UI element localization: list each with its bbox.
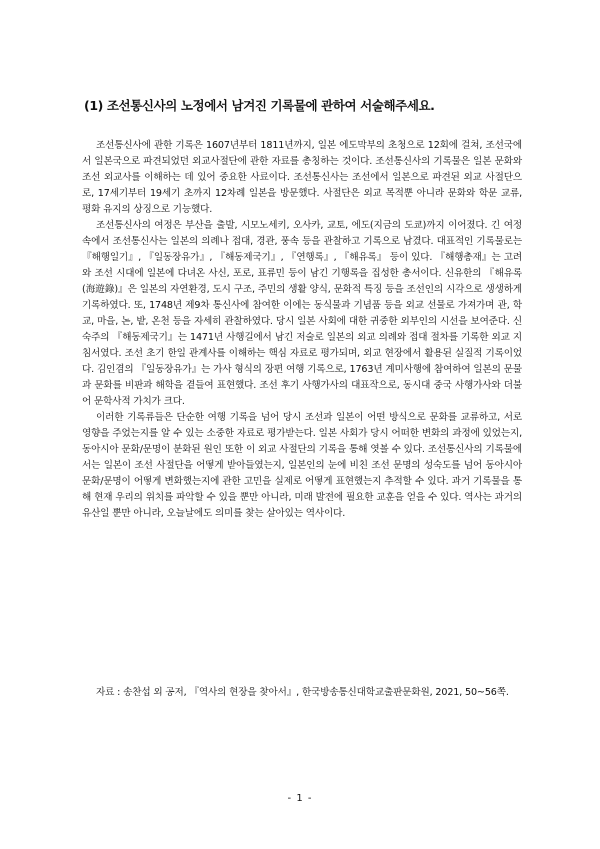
paragraph-records: 조선통신사의 여정은 부산을 출발, 시모노세키, 오사카, 교토, 에도(지금의 도쿄)까지 이어졌다. 긴 여정 속에서 조선통신사는 일본의 의례나 접대, 경관, 풍속 등을 관찰하고 기록으로 남겼다. 대표적인 기록물로는 『해행일기』, 『일동장유가』, 『해동제국기』, 『연행록』, 『해유록』 등이 있다. 『해행총재』는 고려와 조선 시대에 일본에 다녀온 사신, 포로, 표류민 등이 남긴 기행록을 집성한 총서이다. 신유한의 『해유록(海遊錄)』은 일본의 자연환경, 도시 구조, 주민의 생활 양식, 문화적 특징 등을 조선인의 시각으로 생생하게 기록하였다. 또, 1748년 제9차 통신사에 참여한 이에는 동식물과 기념품 등을 외교 선물로 가져가며 관, 학교, 마을, 논, 밭, 온천 등을 자세히 관찰하였다. 당시 일본 사회에 대한 귀중한 외부인의 시선을 보여준다. 신숙주의 『해동제국기』는 1471년 사행길에서 남긴 저술로 일본의 외교 의례와 접대 절차를 기록한 외교 지침서였다. 조선 초기 한일 관계사를 이해하는 핵심 자료로 평가되며, 외교 현장에서 활용된 실질적 기록이었다. 김인겸의 『일동장유가』는 가사 형식의 장편 여행 기록으로, 1763년 계미사행에 참여하여 일본의 문물과 문화를 비판과 해학을 곁들여 표현했다. 조선 후기 사행가사의 대표작으로, 동시대 중국 사행가사와 더불어 문학사적 가치가 크다. — [82, 220, 522, 407]
paragraph-significance: 이러한 기록류들은 단순한 여행 기록을 넘어 당시 조선과 일본이 어떤 방식으로 문화를 교류하고, 서로 영향을 주었는지를 알 수 있는 소중한 자료로 평가받는다. 일본 사회가 당시 어떠한 변화의 과정에 있었는지, 동아시아 문화/문명이 분화된 원인 또한 이 외교 사절단의 기록을 통해 엿볼 수 있다. 조선통신사의 기록물에서는 일본이 조선 사절단을 어떻게 받아들였는지, 일본인의 눈에 비친 조선 문명의 성숙도를 넘어 동아시아 문화/문명이 어떻게 변화했는지에 관한 고민을 실제로 어떻게 표현했는지 추적할 수 있다. 과거 기록물을 통해 현재 우리의 위치를 파악할 수 있을 뿐만 아니라, 미래 발전에 필요한 교훈을 얻을 수 있다. 역사는 과거의 유산일 뿐만 아니라, 오늘날에도 의미를 찾는 살아있는 역사이다. — [82, 412, 522, 519]
paragraph-intro: 조선통신사에 관한 기록은 1607년부터 1811년까지, 일본 에도막부의 초청으로 12회에 걸쳐, 조선국에서 일본국으로 파견되었던 외교사절단에 관한 자료를 총칭하는 것이다. 조선통신사의 기록물은 일본 문화와 조선 외교사를 이해하는 데 있어 중요한 사료이다. 조선통신사는 조선에서 일본으로 파견된 외교 사절단으로, 17세기부터 19세기 초까지 12차례 일본을 방문했다. 사절단은 외교 목적뿐 아니라 문화와 학문 교류, 평화 유지의 상징으로 기능했다. — [82, 140, 522, 215]
source-citation: 자료 : 송찬섭 외 공저, 『역사의 현장을 찾아서』, 한국방송통신대학교출판문화원, 2021, 50~56쪽. — [96, 687, 509, 698]
question-title: (1) 조선통신사의 노정에서 남겨진 기록물에 관하여 서술해주세요. — [84, 98, 435, 113]
essay-body — [82, 138, 522, 522]
page-number: - 1 - — [287, 793, 313, 804]
